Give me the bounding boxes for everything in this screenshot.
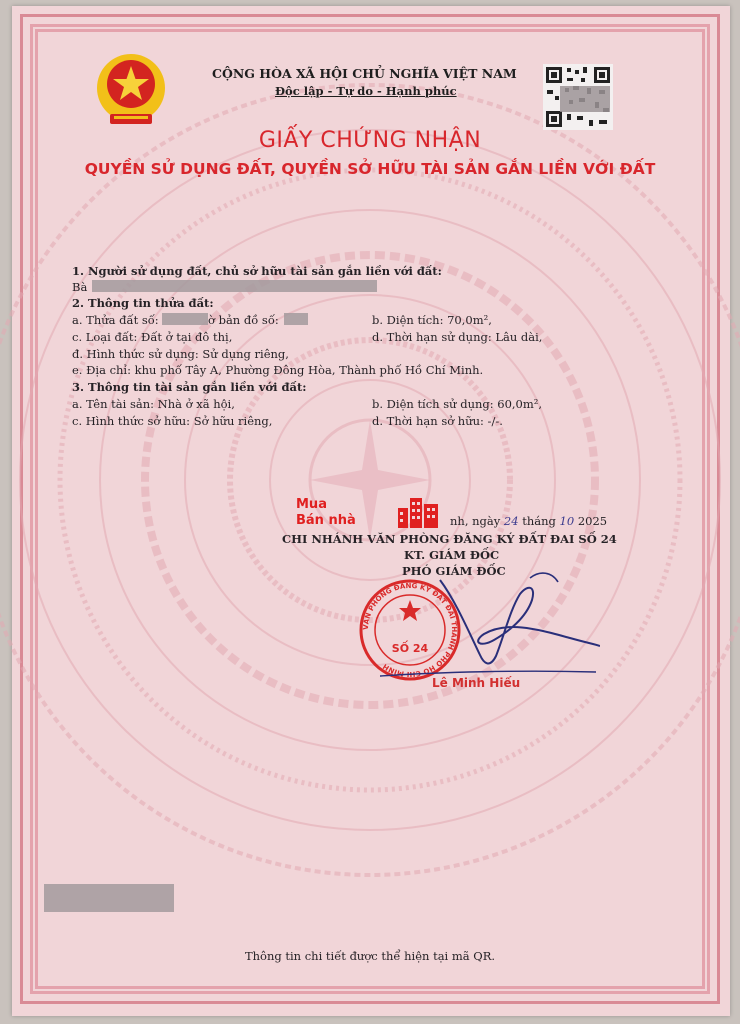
land-area: b. Diện tích: 70,0m², <box>372 313 492 327</box>
qr-redaction <box>560 86 610 112</box>
land-type: c. Loại đất: Đất ở tại đô thị, <box>72 330 233 344</box>
land-address: e. Địa chỉ: khu phố Tây A, Phường Đông Hòa, Thành phố Hồ Chí Minh. <box>72 363 484 377</box>
signer-name: Lê Minh Hiếu <box>432 676 521 690</box>
national-emblem-icon <box>90 50 172 132</box>
section2-heading: 2. Thông tin thửa đất: <box>72 296 214 310</box>
building-logo-icon <box>396 496 442 530</box>
map-sheet-redaction <box>284 313 308 325</box>
land-use-term: d. Thời hạn sử dụng: Lâu dài, <box>372 330 543 344</box>
map-sheet-label: ờ bản đồ số: <box>208 313 279 327</box>
signer-capacity: KT. GIÁM ĐỐC <box>404 548 500 562</box>
seal-number: SỐ 24 <box>391 642 429 655</box>
muabannha-watermark <box>296 496 446 536</box>
land-use-form: đ. Hình thức sử dụng: Sử dụng riêng, <box>72 347 289 361</box>
certificate-title: GIẤY CHỨNG NHẬN <box>258 128 482 153</box>
parcel-number-redaction <box>162 313 208 325</box>
ownership-term: d. Thời hạn sở hữu: -/-. <box>372 414 503 428</box>
usable-area: b. Diện tích sử dụng: 60,0m², <box>372 397 543 411</box>
qr-footer-note: Thông tin chi tiết được thể hiện tại mã QR. <box>244 949 496 963</box>
national-motto: Độc lập - Tự do - Hạnh phúc <box>275 84 457 98</box>
section1-heading: 1. Người sử dụng đất, chủ sở hữu tài sản gắn liền với đất: <box>72 264 442 278</box>
signer-title: PHÓ GIÁM ĐỐC <box>402 564 506 578</box>
issue-date: nh, ngày 24 tháng 10 2025 <box>450 514 608 528</box>
owner-prefix: Bà <box>72 280 88 294</box>
watermark-line2: Bán nhà <box>296 513 356 528</box>
section3-heading: 3. Thông tin tài sản gắn liền với đất: <box>72 380 307 394</box>
certificate-subtitle: QUYỀN SỬ DỤNG ĐẤT, QUYỀN SỞ HỮU TÀI SẢN GẮN LIỀN VỚI ĐẤT <box>84 160 656 178</box>
watermark-line1: Mua <box>296 497 327 512</box>
asset-name: a. Tên tài sản: Nhà ở xã hội, <box>72 397 235 411</box>
parcel-number-label: a. Thửa đất số: <box>72 313 159 327</box>
owner-name-redaction <box>92 280 377 292</box>
handwritten-signature <box>380 560 600 690</box>
ownership-form: c. Hình thức sở hữu: Sở hữu riêng, <box>72 414 273 428</box>
republic-name: CỘNG HÒA XÃ HỘI CHỦ NGHĨA VIỆT NAM <box>212 66 517 81</box>
issuing-office: CHI NHÁNH VĂN PHÒNG ĐĂNG KÝ ĐẤT ĐAI SỐ 24 <box>282 532 617 546</box>
seal-ring-text: VĂN PHÒNG ĐĂNG KÝ ĐẤT ĐAI THÀNH PHỐ HỒ CHÍ MINH <box>361 581 459 679</box>
serial-redaction <box>44 884 174 912</box>
